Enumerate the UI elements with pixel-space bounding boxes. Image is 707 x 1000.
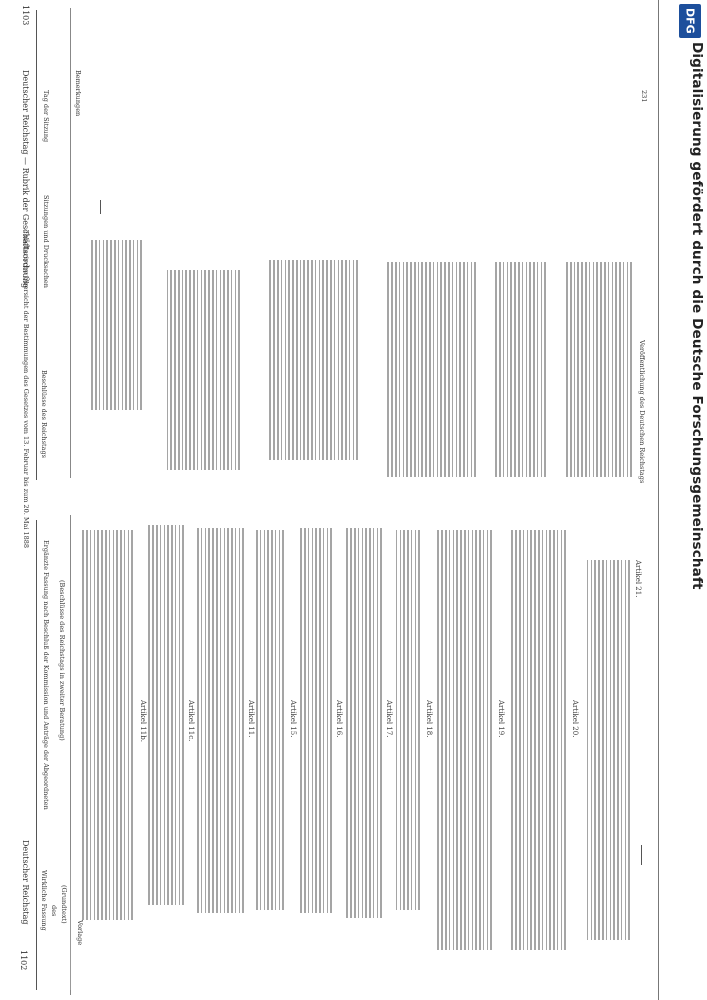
left-text-block-4 <box>254 530 284 910</box>
right-col4-header: Bemerkungen <box>74 70 82 117</box>
section-label-3: Artikel 11. <box>247 700 255 738</box>
dfg-logo: DFG <box>679 4 701 38</box>
right-text-block-4 <box>366 262 476 477</box>
section-label-1: Artikel 11b. <box>139 700 147 742</box>
left-col1-sub2: (Grundtext) <box>60 885 68 924</box>
section-label-9: Artikel 20. <box>571 700 579 738</box>
dfg-banner <box>673 0 707 1000</box>
page-edge <box>658 0 659 1000</box>
section-label-5: Artikel 16. <box>335 700 343 738</box>
right-text-block-5 <box>484 262 546 477</box>
left-bottom-mark <box>641 845 642 865</box>
left-text-block-2 <box>146 525 184 905</box>
side-page-number: 231 <box>640 90 648 103</box>
left-text-block-10 <box>580 560 630 940</box>
left-col2-header: Ergänzte Fassung nach Beschluß der Kommission und Anträge der Abgeordneten <box>42 540 50 810</box>
column-separator-left <box>70 860 71 990</box>
right-text-block-2 <box>150 270 240 470</box>
left-text-block-5 <box>296 528 332 913</box>
section-label-4: Artikel 15. <box>289 700 297 738</box>
left-text-block-1 <box>78 530 133 920</box>
right-running-title: Deutscher Reichstag — Rubrik der Geschäftsordnung <box>21 70 30 289</box>
left-running-title: Deutscher Reichstag <box>21 840 30 925</box>
left-col2-sub: (Beschlüsse des Reichstags in zweiter Beratung) <box>58 580 66 741</box>
left-text-block-7 <box>392 530 420 910</box>
left-text-block-3 <box>194 528 244 913</box>
section-label-10: Artikel 21. <box>634 560 642 598</box>
left-text-block-8 <box>432 530 492 950</box>
section-label-2: Artikel 11c. <box>187 700 195 742</box>
footer-note: Veröffentlichung des Deutschen Reichstags <box>638 340 646 484</box>
dfg-banner-text: Digitalisierung gefördert durch die Deutsche Forschungsgemeinschaft <box>689 42 705 590</box>
left-running-subtitle: Tabellarische Übersicht der Bestimmungen des Gesetzes vom 13. Februar bis zum 20. Mai 1888 <box>22 230 30 549</box>
right-text-block-6 <box>552 262 632 477</box>
right-col2-header: Sitzungen und Drucksachen <box>42 195 50 288</box>
left-text-block-6 <box>342 528 382 918</box>
header-rule-right <box>36 10 37 480</box>
right-text-block-3 <box>248 260 358 460</box>
section-label-8: Artikel 19. <box>497 700 505 738</box>
left-text-block-9 <box>506 530 566 950</box>
right-page-number: 1103 <box>21 5 30 26</box>
left-col1-sub: des <box>50 905 58 917</box>
section-label-7: Artikel 18. <box>425 700 433 738</box>
left-col1-header: Wirkliche Fassung <box>40 870 48 931</box>
left-page-number: 1102 <box>19 950 28 971</box>
column-header-rule-right <box>70 8 71 478</box>
vorlage-label: Vorlage <box>76 920 84 946</box>
right-text-block-1 <box>82 240 142 410</box>
right-margin-mark <box>100 200 101 214</box>
right-col3-header: Tag der Sitzung <box>42 90 50 143</box>
header-rule-left <box>36 520 37 990</box>
section-label-6: Artikel 17. <box>385 700 393 738</box>
right-col1-header: Beschlüsse des Reichstags <box>40 370 48 459</box>
